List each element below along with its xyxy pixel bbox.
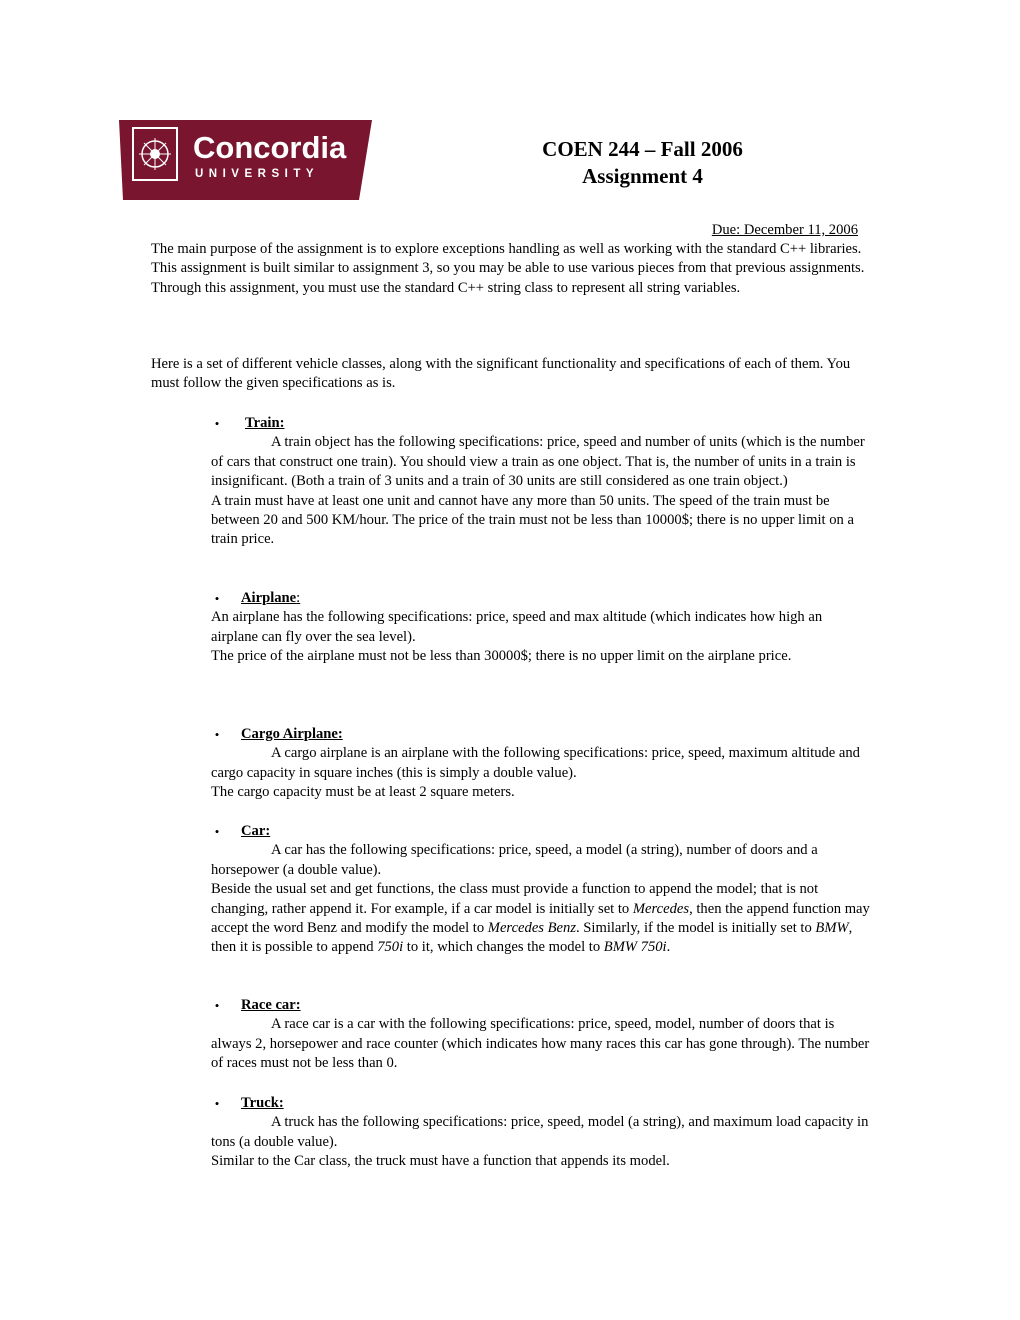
cargo-airplane-constraints: The cargo capacity must be at least 2 square meters. bbox=[211, 784, 515, 801]
course-title: COEN 244 – Fall 2006 bbox=[542, 137, 743, 161]
car-text-c: . Similarly, if the model is initially set to bbox=[576, 920, 816, 937]
list-item-car bbox=[211, 822, 871, 958]
car-text-a: Beside the usual set and get functions, the class must provide a function to append the model; that is not changing, rather append it. For example, if a car model is initially set to bbox=[211, 881, 819, 917]
logo-subtitle: UNIVERSITY bbox=[195, 168, 320, 180]
concordia-logo bbox=[119, 120, 372, 200]
car-example-bmw-750i: BMW 750i bbox=[603, 939, 667, 956]
cargo-airplane-heading: Cargo Airplane: bbox=[241, 726, 343, 742]
car-example-750i: 750i bbox=[377, 939, 404, 956]
logo-wordmark: Concordia bbox=[193, 130, 347, 165]
list-item-truck bbox=[211, 1094, 871, 1172]
car-example-bmw: BMW bbox=[815, 920, 849, 937]
cargo-airplane-spec: A cargo airplane is an airplane with the following specifications: price, speed, maximum altitude and cargo capacity in square inches (this is simply a double value). bbox=[211, 745, 860, 781]
list-item-race-car bbox=[211, 996, 871, 1074]
list-item-airplane bbox=[211, 589, 871, 667]
airplane-heading bbox=[241, 589, 300, 608]
car-append-description bbox=[211, 880, 871, 958]
car-heading: Car: bbox=[241, 823, 271, 839]
bullet-icon: • bbox=[214, 416, 220, 431]
due-date: Due: December 11, 2006 bbox=[711, 222, 858, 238]
intro-paragraph: The main purpose of the assignment is to explore exceptions handling as well as working with the standard C++ libraries. This assignment is built similar to assignment 3, so you may be able to use various pieces from that previous assignments. Through this assignment, you must use the standard C++ string class to represent all string variables. bbox=[151, 241, 865, 296]
race-car-spec: A race car is a car with the following specifications: price, speed, model, number of doors that is always 2, horsepower and race counter (which indicates how many races this car has gone through). The number of races must not be less than 0. bbox=[211, 1016, 870, 1072]
list-item-cargo-airplane bbox=[211, 725, 871, 803]
car-example-mercedes: Mercedes bbox=[632, 900, 690, 917]
car-spec: A car has the following specifications: price, speed, a model (a string), number of doors and a horsepower (a double value). bbox=[211, 842, 818, 878]
truck-spec: A truck has the following specifications: price, speed, model (a string), and maximum load capacity in tons (a double value). bbox=[211, 1114, 869, 1150]
bullet-icon: • bbox=[214, 591, 220, 606]
truck-append-description: Similar to the Car class, the truck must have a function that appends its model. bbox=[211, 1153, 670, 1170]
car-text-f: . bbox=[666, 939, 671, 956]
assignment-title: Assignment 4 bbox=[582, 164, 703, 188]
airplane-constraints: The price of the airplane must not be less than 30000$; there is no upper limit on the airplane price. bbox=[211, 648, 792, 665]
car-text-b: , then the append function may accept the word Benz and modify the model to bbox=[211, 900, 870, 937]
bullet-icon: • bbox=[214, 824, 220, 839]
bullet-icon: • bbox=[214, 727, 220, 742]
vehicle-set-paragraph: Here is a set of different vehicle classes, along with the significant functionality and specifications of each of them. You must follow the given specifications as is. bbox=[151, 356, 851, 392]
train-constraints: A train must have at least one unit and cannot have any more than 50 units. The speed of the train must be between 20 and 500 KM/hour. The price of the train must not be less than 10000$; there is no upper limit on a train price. bbox=[211, 492, 854, 548]
airplane-heading-label: Airplane bbox=[241, 590, 297, 606]
truck-heading: Truck: bbox=[241, 1095, 284, 1111]
train-spec: A train object has the following specifications: price, speed and number of units (which is the number of cars that construct one train). You should view a train as one object. That is, the number of units in a train is insignificant. (Both a train of 3 units and a train of 30 units are still considered as one train object.) bbox=[211, 434, 865, 490]
car-example-mercedes-benz: Mercedes Benz bbox=[487, 920, 576, 937]
car-text-d: , then it is possible to append bbox=[211, 920, 853, 956]
bullet-icon: • bbox=[214, 998, 220, 1013]
airplane-spec: An airplane has the following specifications: price, speed and max altitude (which indicates how high an airplane can fly over the sea level). bbox=[211, 609, 823, 645]
train-heading: Train: bbox=[245, 415, 285, 431]
bullet-icon: • bbox=[214, 1096, 220, 1111]
race-car-heading: Race car: bbox=[241, 997, 301, 1013]
car-text-e: to it, which changes the model to bbox=[403, 939, 604, 956]
airplane-heading-colon: : bbox=[296, 590, 301, 606]
list-item-train bbox=[211, 414, 871, 550]
